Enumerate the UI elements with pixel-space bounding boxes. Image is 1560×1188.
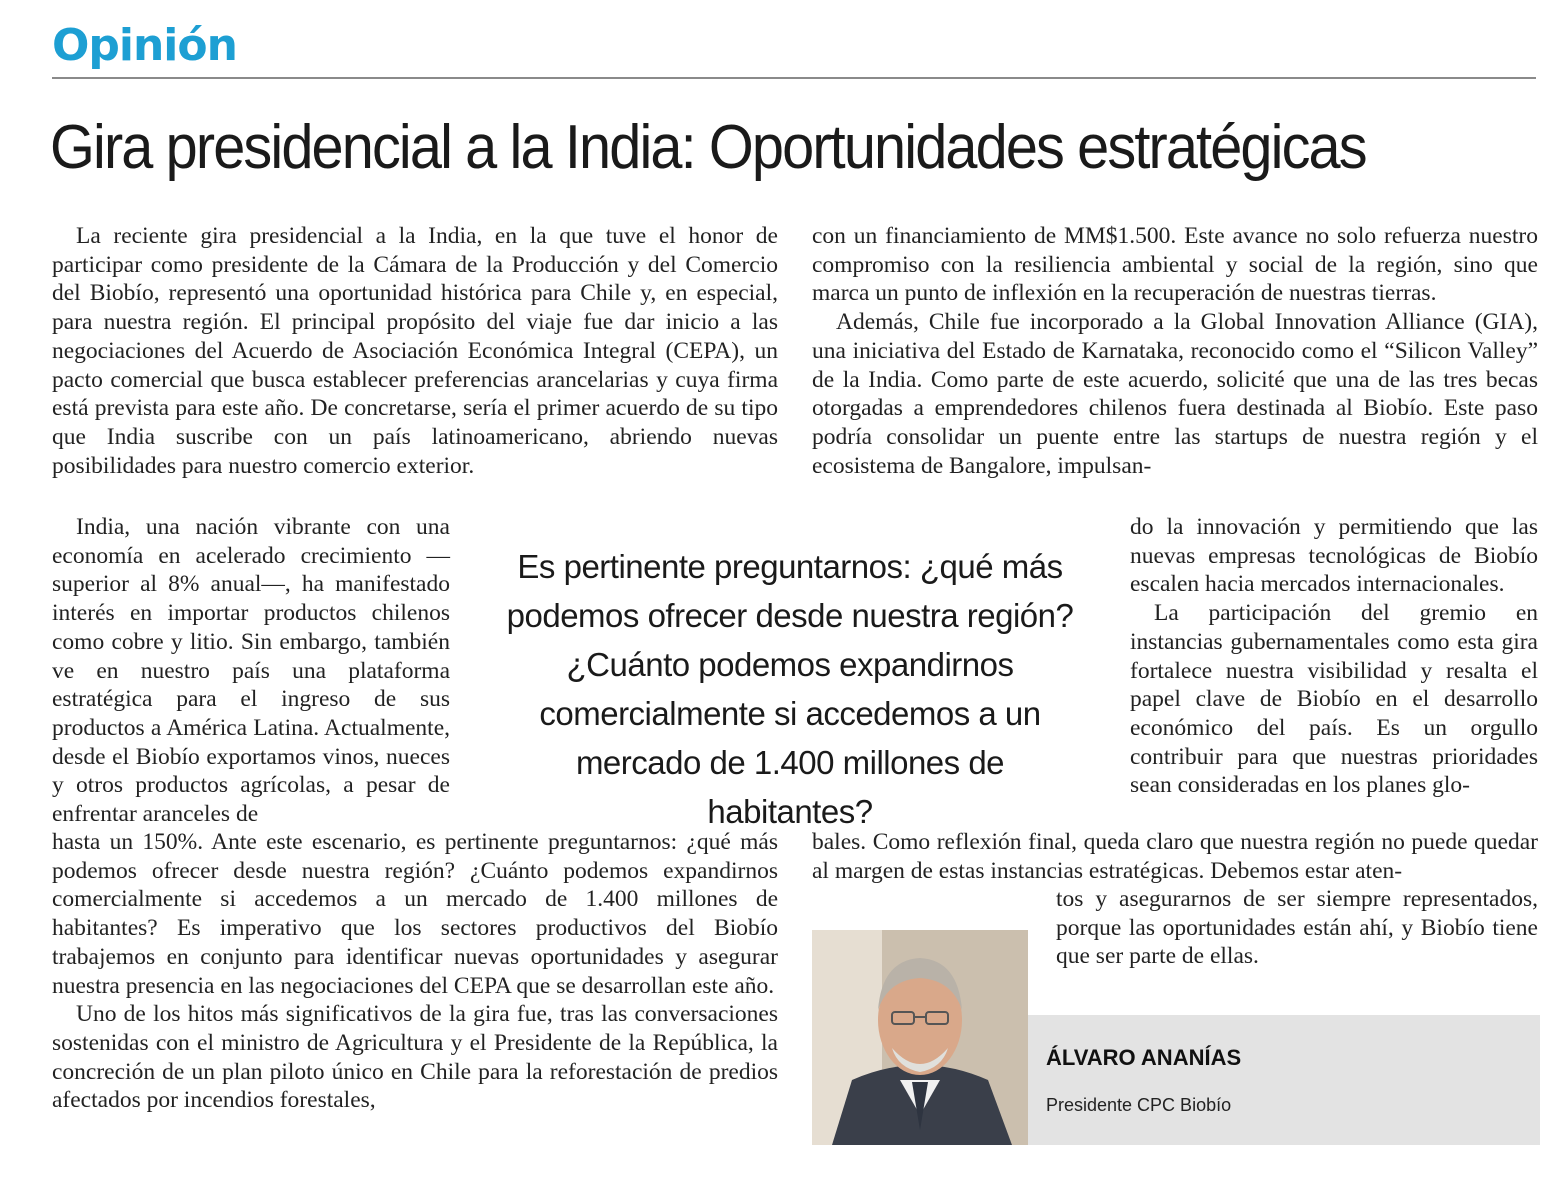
paragraph-5c: tos y asegurarnos de ser siempre representados, porque las oportunidades están ahí, y Biobío tiene que ser parte de ellas. [1056,886,1538,970]
author-portrait-icon [812,930,1028,1145]
paragraph-1: La reciente gira presidencial a la India, en la que tuve el honor de participar como presidente de la Cámara de la Producción y del Comercio del Biobío, representó una oportunidad histórica para Chile y, en especial, para nuestra región. El principal propósito del viaje fue dar inicio a las negociaciones del Acuerdo de Asociación Económica Integral (CEPA), un pacto comercial que busca establecer preferencias arancelarias y cuya firma está prevista para este año. De concretarse, sería el primer acuerdo de su tipo que India suscribe con un país latinoamericano, abriendo nuevas posibilidades para nuestro comercio exterior. [52,223,778,479]
paragraph-2b: hasta un 150%. Ante este escenario, es pertinente preguntarnos: ¿qué más podemos ofrecer desde nuestra región? ¿Cuánto podemos expandirnos comercialmente si accedemos a un mercado de 1.400 millones de habitantes? Es imperativo que los sectores productivos del Biobío trabajemos en conjunto para identificar nuevas oportunidades y asegurar nuestra presencia en las negociaciones del CEPA que se desarrollan este año. [52,829,778,999]
article-column-1-top [52,222,778,480]
paragraph-5b: bales. Como reflexión final, queda claro que nuestra región no puede quedar al margen de estas instancias estratégicas. Debemos estar aten- [812,829,1538,884]
pull-quote: Es pertinente preguntarnos: ¿qué más podemos ofrecer desde nuestra región? ¿Cuánto podemos expandirnos comercialmente si accedemos a un mercado de 1.400 millones de habitantes? [506,548,1074,830]
article-column-1-bottom [52,828,778,1115]
author-name: ÁLVARO ANANÍAS [1046,1045,1242,1070]
section-title: Opinión [52,20,237,71]
author-role: Presidente CPC Biobío [1046,1095,1232,1115]
paragraph-3b: con un financiamiento de MM$1.500. Este avance no solo refuerza nuestro compromiso con la resiliencia ambiental y social de la región, sino que marca un punto de inflexión en la recuperación de nuestras tierras. [812,223,1538,307]
article-column-2-end [1056,885,1538,971]
section-rule [52,77,1536,79]
author-photo [812,930,1028,1145]
article-column-2-wrap [1130,513,1538,800]
article-column-2-top [812,222,1538,480]
paragraph-4b: do la innovación y permitiendo que las nuevas empresas tecnológicas de Biobío escalen hacia mercados internacionales. [1130,514,1538,598]
paragraph-5a: La participación del gremio en instancias gubernamentales como esta gira fortalece nuestra visibilidad y resalta el papel clave de Biobío en el desarrollo económico del país. Es un orgullo contribuir para que nuestras prioridades sean consideradas en los planes glo- [1130,600,1538,799]
paragraph-3: Uno de los hitos más significativos de la gira fue, tras las conversaciones sostenidas con el ministro de Agricultura y el Presidente de la República, la concreción de un plan piloto único en Chile para la reforestación de predios afectados por incendios forestales, [52,1001,778,1114]
article-column-2-bottom [812,828,1538,885]
article-column-1-wrap [52,513,450,829]
headline: Gira presidencial a la India: Oportunidades estratégicas [50,113,1366,182]
paragraph-2a: India, una nación vibrante con una economía en acelerado crecimiento —superior al 8% anual—, ha manifestado interés en importar productos chilenos como cobre y litio. Sin embargo, también ve en nuestro país una plataforma estratégica para el ingreso de sus productos a América Latina. Actualmente, desde el Biobío exportamos vinos, nueces y otros productos agrícolas, a pesar de enfrentar aranceles de [52,514,450,828]
paragraph-4a: Además, Chile fue incorporado a la Global Innovation Alliance (GIA), una iniciativa del Estado de Karnataka, reconocido como el “Silicon Valley” de la India. Como parte de este acuerdo, solicité que una de las tres becas otorgadas a emprendedores chilenos fuera destinada al Biobío. Este paso podría consolidar un puente entre las startups de nuestra región y el ecosistema de Bangalore, impulsan- [812,309,1538,479]
